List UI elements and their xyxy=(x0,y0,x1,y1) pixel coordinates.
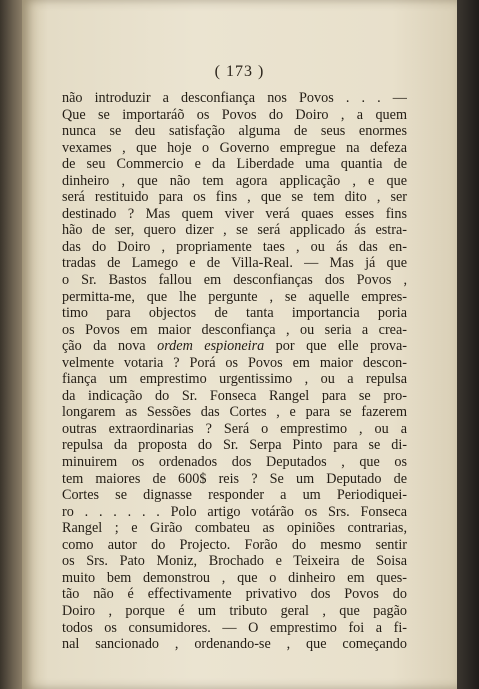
text-line: Rangel ; e Girão combateu as opiniões contrarias, xyxy=(62,520,407,537)
text-line: repulsa da proposta do Sr. Serpa Pinto para se di- xyxy=(62,437,407,454)
text-line: vexames , que hoje o Governo empregue na defeza xyxy=(62,139,407,156)
text-line: Que se importaráõ os Povos do Doiro , a quem xyxy=(62,106,407,123)
text-line: tradas de Lamego e de Villa-Real. — Mas já que xyxy=(62,255,407,272)
text-line: ção da nova ordem espioneira por que elle prova- xyxy=(62,338,407,355)
text-line: Doiro , porque é um tributo geral , que pagão xyxy=(62,602,407,619)
text-line: minuirem os ordenados dos Deputados , que os xyxy=(62,454,407,471)
text-line: nal sancionado , ordenando-se , que começando xyxy=(62,636,407,653)
text-line: todos os consumidores. — O emprestimo foi a fi- xyxy=(62,619,407,636)
text-line: timo para objectos de tanta importancia poria xyxy=(62,305,407,322)
scan-background-edge xyxy=(457,0,479,689)
text-line: tão não é effectivamente privativo dos Povos do xyxy=(62,586,407,603)
text-line: nunca se deu satisfação alguma de seus enormes xyxy=(62,123,407,140)
text-line: muito bem demonstrou , que o dinheiro em ques- xyxy=(62,569,407,586)
text-line: ro . . . . . . Polo artigo votárão os Srs. Fonseca xyxy=(62,503,407,520)
text-line: tem maiores de 600$ reis ? Se um Deputado de xyxy=(62,470,407,487)
text-line: Cortes se dignasse responder a um Periodiquei- xyxy=(62,487,407,504)
body-text xyxy=(62,90,407,653)
text-line: os Srs. Pato Moniz, Brochado e Teixeira de Soisa xyxy=(62,553,407,570)
text-line: das do Doiro , propriamente taes , ou ás das en- xyxy=(62,238,407,255)
text-line: como autor do Projecto. Forão do mesmo sentir xyxy=(62,536,407,553)
text-line: da indicação do Sr. Fonseca Rangel para se pro- xyxy=(62,387,407,404)
text-line: longarem as Sessões das Cortes , e para se fazerem xyxy=(62,404,407,421)
text-line: velmente votaria ? Porá os Povos em maior descon- xyxy=(62,354,407,371)
text-line: hão de ser, quero dizer , se será applicado ás estra- xyxy=(62,222,407,239)
text-line: dinheiro , que não tem agora applicação , e que xyxy=(62,172,407,189)
text-line: outras extraordinarias ? Será o emprestimo , ou a xyxy=(62,420,407,437)
text-line: fiança um emprestimo urgentissimo , ou a repulsa xyxy=(62,371,407,388)
text-line: de seu Commercio e da Liberdade uma quantia de xyxy=(62,156,407,173)
text-line: será restituido para os fins , que se tem dito , ser xyxy=(62,189,407,206)
book-page xyxy=(22,0,457,689)
text-line: os Povos em maior desconfiança , ou seria a crea- xyxy=(62,321,407,338)
text-line: o Sr. Bastos fallou em desconfianças dos Povos , xyxy=(62,272,407,289)
page-number: ( 173 ) xyxy=(214,63,265,80)
text-line: destinado ? Mas quem viver verá quaes esses fins xyxy=(62,205,407,222)
text-line: permitta-me, que lhe pergunte , se aquelle empres- xyxy=(62,288,407,305)
previous-page-edge xyxy=(0,0,22,689)
text-line: não introduzir a desconfiança nos Povos . . . — xyxy=(62,90,407,106)
